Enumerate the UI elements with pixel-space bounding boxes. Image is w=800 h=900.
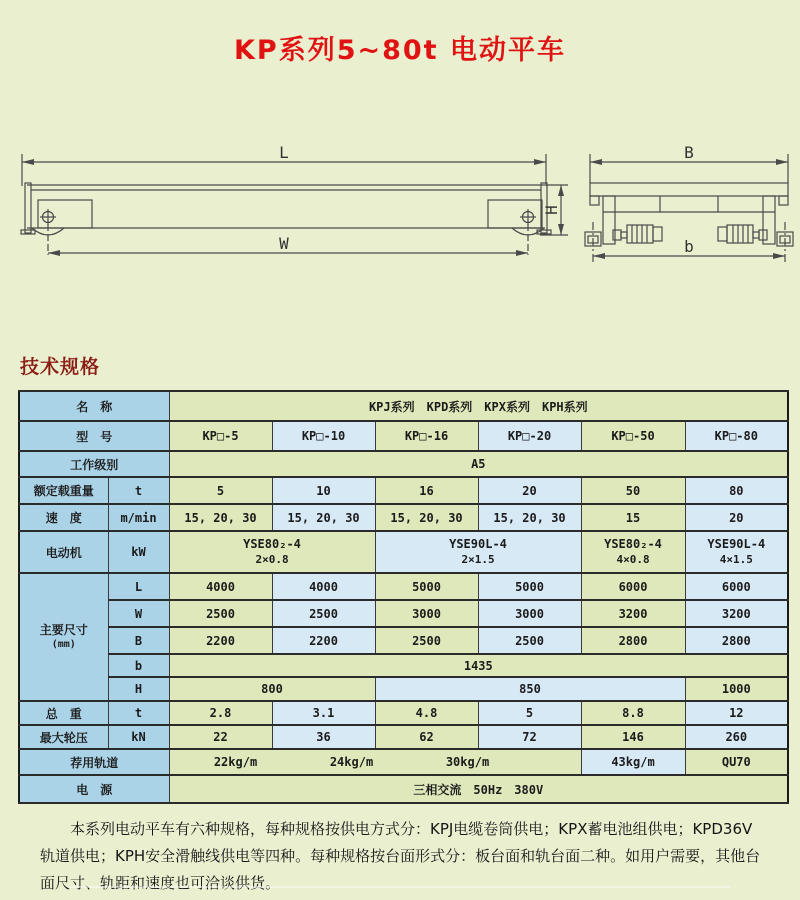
- end-view-drawing: [580, 138, 800, 270]
- capacity-cell: 80: [685, 477, 788, 504]
- rail-value: 22kg/m: [213, 755, 258, 769]
- motor-cell: [581, 531, 685, 573]
- wheel-load-cell: 72: [478, 725, 581, 749]
- rail-value: 43kg/m: [581, 749, 685, 775]
- motor-power: 4×1.5: [719, 552, 753, 566]
- row-series-name: [19, 391, 788, 421]
- row-label-power: 电 源: [19, 775, 169, 803]
- motor-model: YSE90L-4: [449, 537, 507, 552]
- rail-merged-cell: [169, 749, 581, 775]
- speed-cell: 15, 20, 30: [272, 504, 375, 531]
- unit-capacity: t: [108, 477, 169, 504]
- dim-sub-B: B: [108, 627, 169, 654]
- dim-cell: 6000: [581, 573, 685, 600]
- row-label-motor: 电动机: [19, 531, 108, 573]
- dim-cell: 3200: [581, 600, 685, 627]
- row-power: [19, 775, 788, 803]
- dim-cell: 4000: [272, 573, 375, 600]
- dim-cell: 5000: [375, 573, 478, 600]
- capacity-cell: 50: [581, 477, 685, 504]
- speed-cell: 15: [581, 504, 685, 531]
- row-duty-class: [19, 451, 788, 477]
- row-dim-B: [19, 627, 788, 654]
- dim-cell: 2500: [478, 627, 581, 654]
- model-cell: KP□-16: [375, 421, 478, 451]
- motor-cell: [169, 531, 375, 573]
- dim-cell: 2200: [272, 627, 375, 654]
- bottom-divider: [70, 886, 730, 888]
- row-label-rail: 荐用轨道: [19, 749, 169, 775]
- dim-cell: 2500: [375, 627, 478, 654]
- dim-cell: 4000: [169, 573, 272, 600]
- row-wheel-load: [19, 725, 788, 749]
- wheel-load-cell: 260: [685, 725, 788, 749]
- row-capacity: [19, 477, 788, 504]
- model-cell: KP□-10: [272, 421, 375, 451]
- row-label-name: 名 称: [19, 391, 169, 421]
- weight-cell: 2.8: [169, 701, 272, 725]
- row-label-capacity: 额定载重量: [19, 477, 108, 504]
- side-view-drawing: [10, 138, 585, 270]
- dim-cell: 2800: [581, 627, 685, 654]
- rail-value: 30kg/m: [445, 755, 490, 769]
- model-cell: KP□-50: [581, 421, 685, 451]
- unit-weight: t: [108, 701, 169, 725]
- dim-cell: 6000: [685, 573, 788, 600]
- dim-cell: 1000: [685, 677, 788, 701]
- model-cell: KP□-80: [685, 421, 788, 451]
- motor-cell: [685, 531, 788, 573]
- dim-cell: 2800: [685, 627, 788, 654]
- row-dim-L: [19, 573, 788, 600]
- speed-cell: 15, 20, 30: [375, 504, 478, 531]
- row-label-model: 型 号: [19, 421, 169, 451]
- dim-sub-L: L: [108, 573, 169, 600]
- wheel-load-cell: 36: [272, 725, 375, 749]
- weight-cell: 5: [478, 701, 581, 725]
- section-title: 技术规格: [20, 356, 101, 378]
- weight-cell: 12: [685, 701, 788, 725]
- capacity-cell: 10: [272, 477, 375, 504]
- model-cell: KP□-20: [478, 421, 581, 451]
- series-names: KPJ系列 KPD系列 KPX系列 KPH系列: [169, 391, 788, 421]
- dim-label-W: W: [279, 234, 289, 253]
- rail-value: 24kg/m: [329, 755, 374, 769]
- spec-table: [18, 390, 789, 804]
- model-cell: KP□-5: [169, 421, 272, 451]
- row-model: [19, 421, 788, 451]
- dim-cell: 3200: [685, 600, 788, 627]
- row-rail: [19, 749, 788, 775]
- dim-label-B: B: [684, 143, 694, 162]
- duty-value: A5: [169, 451, 788, 477]
- dim-cell: 850: [375, 677, 685, 701]
- capacity-cell: 16: [375, 477, 478, 504]
- speed-cell: 20: [685, 504, 788, 531]
- weight-cell: 4.8: [375, 701, 478, 725]
- speed-cell: 15, 20, 30: [478, 504, 581, 531]
- dim-label-b: b: [684, 237, 694, 256]
- capacity-cell: 5: [169, 477, 272, 504]
- row-motor: [19, 531, 788, 573]
- dim-cell: 3000: [375, 600, 478, 627]
- row-label-wheel-load: 最大轮压: [19, 725, 108, 749]
- power-value: 三相交流 50Hz 380V: [169, 775, 788, 803]
- row-label-speed: 速 度: [19, 504, 108, 531]
- main-dims-title: 主要尺寸: [39, 622, 88, 637]
- dim-cell: 2200: [169, 627, 272, 654]
- row-label-duty: 工作级别: [19, 451, 169, 477]
- wheel-load-cell: 22: [169, 725, 272, 749]
- row-dim-b: [19, 654, 788, 677]
- row-total-weight: [19, 701, 788, 725]
- dim-sub-W: W: [108, 600, 169, 627]
- page-title: KP系列5~80t 电动平车: [233, 35, 566, 66]
- dim-cell: 3000: [478, 600, 581, 627]
- weight-cell: 3.1: [272, 701, 375, 725]
- unit-motor: kW: [108, 531, 169, 573]
- weight-cell: 8.8: [581, 701, 685, 725]
- dim-cell: 800: [169, 677, 375, 701]
- row-speed: [19, 504, 788, 531]
- row-label-main-dims: [19, 573, 108, 701]
- motor-power: 2×1.5: [461, 552, 495, 566]
- capacity-cell: 20: [478, 477, 581, 504]
- row-dim-W: [19, 600, 788, 627]
- description-paragraph: 本系列电动平车有六种规格，每种规格按供电方式分：KPJ电缆卷筒供电；KPX蓄电池组供电；KPD36V轨道供电；KPH安全滑触线供电等四种。每种规格按台面形式分：板台面和轨台面二种。如用户需要，其他台面尺寸、轨距和速度也可洽谈供货。: [40, 820, 761, 892]
- motor-model: YSE80₂-4: [243, 537, 301, 552]
- row-label-weight: 总 重: [19, 701, 108, 725]
- dim-cell: 2500: [169, 600, 272, 627]
- wheel-load-cell: 62: [375, 725, 478, 749]
- dim-sub-b: b: [108, 654, 169, 677]
- main-dims-unit: (mm): [51, 639, 76, 651]
- row-dim-H: [19, 677, 788, 701]
- dim-label-H: H: [542, 205, 561, 215]
- speed-cell: 15, 20, 30: [169, 504, 272, 531]
- dim-label-L: L: [279, 143, 289, 162]
- motor-power: 2×0.8: [255, 552, 289, 566]
- dim-cell: 1435: [169, 654, 788, 677]
- motor-cell: [375, 531, 581, 573]
- wheel-load-cell: 146: [581, 725, 685, 749]
- dim-cell: 2500: [272, 600, 375, 627]
- rail-value: QU70: [685, 749, 788, 775]
- unit-speed: m/min: [108, 504, 169, 531]
- unit-wheel-load: kN: [108, 725, 169, 749]
- motor-model: YSE90L-4: [707, 537, 766, 552]
- motor-model: YSE80₂-4: [604, 537, 662, 552]
- dim-cell: 5000: [478, 573, 581, 600]
- motor-power: 4×0.8: [616, 552, 650, 566]
- dim-sub-H: H: [108, 677, 169, 701]
